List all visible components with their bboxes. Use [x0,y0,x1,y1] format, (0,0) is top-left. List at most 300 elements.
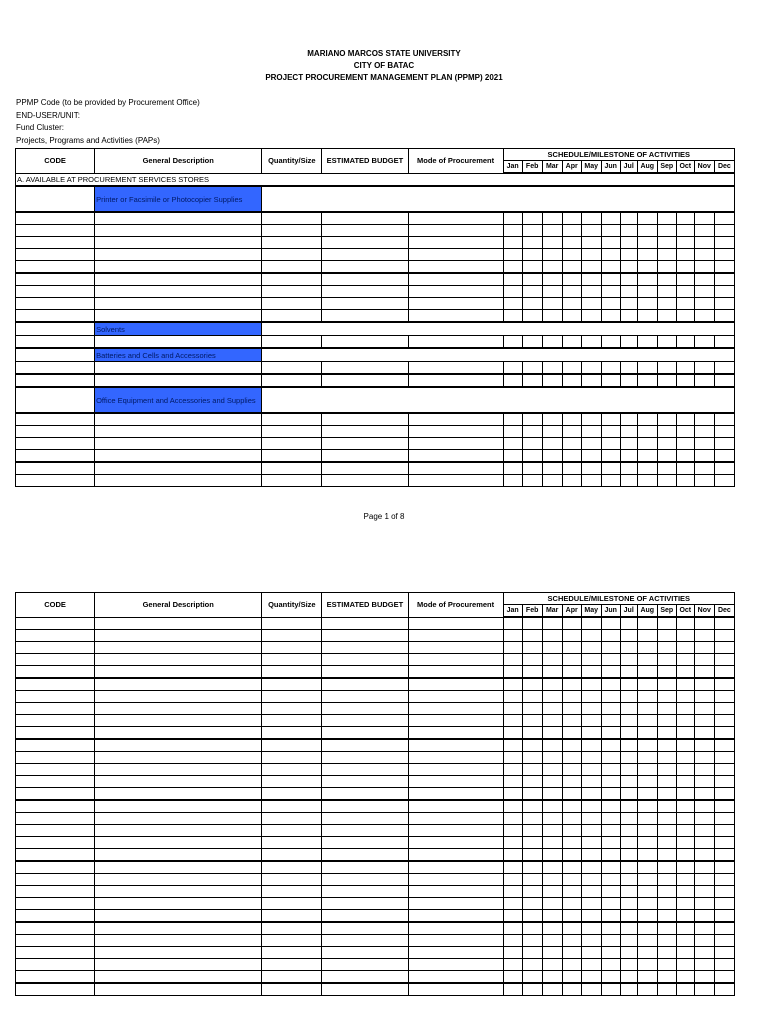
table-cell[interactable] [620,438,637,450]
table-cell[interactable] [503,959,522,971]
table-cell[interactable] [657,237,676,249]
table-cell[interactable] [542,362,562,375]
table-cell[interactable] [408,261,503,274]
table-cell[interactable] [16,298,95,310]
table-cell[interactable] [620,800,637,813]
table-cell[interactable] [714,752,734,764]
table-cell[interactable] [16,739,95,752]
table-cell[interactable] [95,475,262,487]
table-cell[interactable] [581,739,601,752]
table-cell[interactable] [542,764,562,776]
table-cell[interactable] [620,630,637,642]
table-cell[interactable] [637,898,657,910]
table-cell[interactable] [542,825,562,837]
table-cell[interactable] [522,898,542,910]
table-cell[interactable] [676,413,694,426]
table-cell[interactable] [542,752,562,764]
table-cell[interactable] [581,336,601,349]
table-cell[interactable] [694,462,714,475]
table-cell[interactable] [542,727,562,740]
table-cell[interactable] [503,237,522,249]
table-cell[interactable] [657,739,676,752]
table-cell[interactable] [581,273,601,286]
table-cell[interactable] [694,752,714,764]
table-cell[interactable] [676,642,694,654]
table-cell[interactable] [694,273,714,286]
table-cell[interactable] [676,212,694,225]
table-cell[interactable] [542,898,562,910]
table-cell[interactable] [676,971,694,984]
table-cell[interactable] [408,691,503,703]
table-cell[interactable] [522,813,542,825]
table-cell[interactable] [408,886,503,898]
table-cell[interactable] [562,983,581,996]
table-cell[interactable] [542,298,562,310]
table-cell[interactable] [322,935,408,947]
table-cell[interactable] [581,935,601,947]
table-cell[interactable] [408,739,503,752]
table-cell[interactable] [637,261,657,274]
table-cell[interactable] [562,362,581,375]
table-cell[interactable] [601,715,620,727]
table-cell[interactable] [322,715,408,727]
table-cell[interactable] [16,800,95,813]
table-cell[interactable] [620,691,637,703]
table-cell[interactable] [522,886,542,898]
table-cell[interactable] [694,703,714,715]
table-cell[interactable] [322,922,408,935]
table-cell[interactable] [562,450,581,463]
table-cell[interactable] [503,298,522,310]
table-cell[interactable] [581,413,601,426]
table-cell[interactable] [657,438,676,450]
table-cell[interactable] [714,450,734,463]
table-cell[interactable] [522,654,542,666]
table-cell[interactable] [637,837,657,849]
table-cell[interactable] [562,654,581,666]
table-cell[interactable] [322,362,408,375]
table-cell[interactable] [714,703,734,715]
table-cell[interactable] [16,475,95,487]
table-cell[interactable] [637,362,657,375]
table-cell[interactable] [657,727,676,740]
table-cell[interactable] [322,764,408,776]
table-cell[interactable] [637,642,657,654]
table-cell[interactable] [322,861,408,874]
table-cell[interactable] [620,475,637,487]
table-cell[interactable] [714,426,734,438]
table-cell[interactable] [581,654,601,666]
table-cell[interactable] [408,776,503,788]
table-cell[interactable] [408,678,503,691]
table-cell[interactable] [262,776,322,788]
table-cell[interactable] [581,237,601,249]
table-cell[interactable] [322,886,408,898]
table-cell[interactable] [581,666,601,679]
table-cell[interactable] [676,362,694,375]
table-cell[interactable] [657,336,676,349]
table-cell[interactable] [601,630,620,642]
table-cell[interactable] [714,678,734,691]
table-cell[interactable] [542,225,562,237]
table-cell[interactable] [637,849,657,862]
table-cell[interactable] [657,362,676,375]
table-cell[interactable] [601,739,620,752]
table-cell[interactable] [676,286,694,298]
table-cell[interactable] [542,475,562,487]
table-cell[interactable] [503,438,522,450]
table-cell[interactable] [562,837,581,849]
table-cell[interactable] [637,462,657,475]
table-cell[interactable] [601,825,620,837]
table-cell[interactable] [522,462,542,475]
table-cell[interactable] [562,861,581,874]
table-cell[interactable] [322,837,408,849]
table-cell[interactable] [562,874,581,886]
table-cell[interactable] [408,450,503,463]
table-cell[interactable] [694,678,714,691]
table-cell[interactable] [581,715,601,727]
table-cell[interactable] [542,237,562,249]
table-cell[interactable] [408,947,503,959]
table-cell[interactable] [620,286,637,298]
table-cell[interactable] [16,249,95,261]
table-cell[interactable] [676,739,694,752]
table-cell[interactable] [408,837,503,849]
table-cell[interactable] [542,413,562,426]
table-cell[interactable] [542,212,562,225]
table-cell[interactable] [694,788,714,801]
table-cell[interactable] [16,450,95,463]
table-cell[interactable] [637,310,657,323]
table-cell[interactable] [95,225,262,237]
table-cell[interactable] [322,225,408,237]
table-cell[interactable] [503,898,522,910]
table-cell[interactable] [694,813,714,825]
table-cell[interactable] [503,727,522,740]
table-cell[interactable] [620,298,637,310]
table-cell[interactable] [581,922,601,935]
table-cell[interactable] [601,935,620,947]
table-cell[interactable] [562,438,581,450]
table-cell[interactable] [95,237,262,249]
table-cell[interactable] [262,630,322,642]
table-cell[interactable] [657,922,676,935]
table-cell[interactable] [16,186,95,212]
table-cell[interactable] [676,666,694,679]
table-cell[interactable] [262,336,322,349]
table-cell[interactable] [408,286,503,298]
table-cell[interactable] [95,727,262,740]
table-cell[interactable] [637,825,657,837]
table-cell[interactable] [657,249,676,261]
table-cell[interactable] [714,825,734,837]
table-cell[interactable] [601,776,620,788]
table-cell[interactable] [657,874,676,886]
table-cell[interactable] [620,617,637,630]
table-cell[interactable] [694,947,714,959]
table-cell[interactable] [657,273,676,286]
table-cell[interactable] [714,666,734,679]
table-cell[interactable] [542,947,562,959]
table-cell[interactable] [581,286,601,298]
table-cell[interactable] [262,703,322,715]
table-cell[interactable] [562,715,581,727]
table-cell[interactable] [408,788,503,801]
table-cell[interactable] [95,617,262,630]
table-cell[interactable] [408,910,503,923]
table-cell[interactable] [676,800,694,813]
table-cell[interactable] [657,462,676,475]
table-cell[interactable] [620,825,637,837]
table-cell[interactable] [581,426,601,438]
table-cell[interactable] [637,727,657,740]
table-cell[interactable] [16,374,95,387]
table-cell[interactable] [542,739,562,752]
table-cell[interactable] [322,898,408,910]
table-cell[interactable] [262,874,322,886]
table-cell[interactable] [95,886,262,898]
table-cell[interactable] [657,703,676,715]
table-cell[interactable] [657,947,676,959]
table-cell[interactable] [522,666,542,679]
table-cell[interactable] [676,450,694,463]
table-cell[interactable] [694,249,714,261]
table-cell[interactable] [694,212,714,225]
table-cell[interactable] [95,764,262,776]
table-cell[interactable] [562,886,581,898]
table-cell[interactable] [657,617,676,630]
table-cell[interactable] [522,983,542,996]
table-cell[interactable] [408,703,503,715]
table-cell[interactable] [714,800,734,813]
table-cell[interactable] [95,971,262,984]
table-cell[interactable] [637,475,657,487]
table-cell[interactable] [562,666,581,679]
table-cell[interactable] [581,475,601,487]
table-cell[interactable] [676,752,694,764]
table-cell[interactable] [542,813,562,825]
table-cell[interactable] [95,800,262,813]
table-cell[interactable] [637,800,657,813]
table-cell[interactable] [620,861,637,874]
table-cell[interactable] [322,237,408,249]
table-cell[interactable] [522,739,542,752]
table-cell[interactable] [503,225,522,237]
table-cell[interactable] [16,971,95,984]
table-cell[interactable] [676,910,694,923]
table-cell[interactable] [262,922,322,935]
table-cell[interactable] [322,752,408,764]
table-cell[interactable] [714,922,734,935]
table-cell[interactable] [262,678,322,691]
table-cell[interactable] [322,727,408,740]
table-cell[interactable] [657,959,676,971]
table-cell[interactable] [408,654,503,666]
table-cell[interactable] [322,825,408,837]
table-cell[interactable] [694,849,714,862]
table-cell[interactable] [676,983,694,996]
table-cell[interactable] [16,813,95,825]
table-cell[interactable] [95,678,262,691]
table-cell[interactable] [581,450,601,463]
table-cell[interactable] [408,861,503,874]
table-cell[interactable] [16,776,95,788]
table-cell[interactable] [262,715,322,727]
table-cell[interactable] [601,249,620,261]
table-cell[interactable] [522,286,542,298]
table-cell[interactable] [676,764,694,776]
table-cell[interactable] [562,727,581,740]
table-cell[interactable] [637,450,657,463]
table-cell[interactable] [16,642,95,654]
table-cell[interactable] [581,298,601,310]
table-cell[interactable] [637,426,657,438]
table-cell[interactable] [657,752,676,764]
table-cell[interactable] [503,825,522,837]
table-cell[interactable] [95,874,262,886]
table-cell[interactable] [581,642,601,654]
table-cell[interactable] [676,715,694,727]
table-cell[interactable] [503,654,522,666]
table-cell[interactable] [503,212,522,225]
table-cell[interactable] [620,788,637,801]
table-cell[interactable] [657,837,676,849]
table-cell[interactable] [522,715,542,727]
table-cell[interactable] [522,959,542,971]
table-cell[interactable] [562,630,581,642]
table-cell[interactable] [620,971,637,984]
table-cell[interactable] [95,715,262,727]
table-cell[interactable] [262,935,322,947]
table-cell[interactable] [581,776,601,788]
table-cell[interactable] [694,374,714,387]
table-cell[interactable] [522,450,542,463]
table-cell[interactable] [503,630,522,642]
table-cell[interactable] [95,959,262,971]
table-cell[interactable] [676,947,694,959]
table-cell[interactable] [676,678,694,691]
table-cell[interactable] [503,286,522,298]
table-cell[interactable] [16,261,95,274]
table-cell[interactable] [714,715,734,727]
table-cell[interactable] [408,362,503,375]
table-cell[interactable] [657,788,676,801]
table-cell[interactable] [581,374,601,387]
table-cell[interactable] [262,374,322,387]
table-cell[interactable] [95,935,262,947]
table-cell[interactable] [16,348,95,362]
table-cell[interactable] [16,336,95,349]
table-cell[interactable] [637,212,657,225]
table-cell[interactable] [581,764,601,776]
table-cell[interactable] [601,298,620,310]
table-cell[interactable] [408,374,503,387]
table-cell[interactable] [522,249,542,261]
table-cell[interactable] [657,935,676,947]
table-cell[interactable] [714,971,734,984]
table-cell[interactable] [16,237,95,249]
table-cell[interactable] [262,362,322,375]
table-cell[interactable] [262,426,322,438]
table-cell[interactable] [95,703,262,715]
table-cell[interactable] [95,947,262,959]
table-cell[interactable] [601,800,620,813]
table-cell[interactable] [322,261,408,274]
table-cell[interactable] [262,249,322,261]
table-cell[interactable] [503,922,522,935]
table-cell[interactable] [676,654,694,666]
table-cell[interactable] [601,237,620,249]
table-cell[interactable] [95,426,262,438]
table-cell[interactable] [676,261,694,274]
table-cell[interactable] [408,630,503,642]
table-cell[interactable] [676,374,694,387]
table-cell[interactable] [562,642,581,654]
table-cell[interactable] [714,764,734,776]
table-cell[interactable] [95,273,262,286]
table-cell[interactable] [542,310,562,323]
table-cell[interactable] [16,310,95,323]
table-cell[interactable] [542,630,562,642]
table-cell[interactable] [581,861,601,874]
table-cell[interactable] [408,752,503,764]
table-cell[interactable] [262,413,322,426]
table-cell[interactable] [637,703,657,715]
table-cell[interactable] [95,739,262,752]
table-cell[interactable] [408,666,503,679]
table-cell[interactable] [262,642,322,654]
table-cell[interactable] [694,691,714,703]
table-cell[interactable] [581,983,601,996]
table-cell[interactable] [714,374,734,387]
table-cell[interactable] [522,678,542,691]
table-cell[interactable] [657,374,676,387]
table-cell[interactable] [95,910,262,923]
table-cell[interactable] [562,298,581,310]
table-cell[interactable] [601,971,620,984]
table-cell[interactable] [714,935,734,947]
table-cell[interactable] [542,691,562,703]
table-cell[interactable] [562,261,581,274]
table-cell[interactable] [714,462,734,475]
table-cell[interactable] [637,298,657,310]
table-cell[interactable] [694,450,714,463]
table-cell[interactable] [657,642,676,654]
table-cell[interactable] [408,310,503,323]
table-cell[interactable] [620,727,637,740]
table-cell[interactable] [714,261,734,274]
table-cell[interactable] [620,849,637,862]
table-cell[interactable] [95,362,262,375]
table-cell[interactable] [262,298,322,310]
table-cell[interactable] [694,475,714,487]
table-cell[interactable] [542,788,562,801]
table-cell[interactable] [714,273,734,286]
table-cell[interactable] [676,225,694,237]
table-cell[interactable] [16,691,95,703]
table-cell[interactable] [601,874,620,886]
table-cell[interactable] [95,286,262,298]
table-cell[interactable] [408,617,503,630]
table-cell[interactable] [601,947,620,959]
table-cell[interactable] [637,273,657,286]
table-cell[interactable] [262,225,322,237]
table-cell[interactable] [16,935,95,947]
table-cell[interactable] [322,426,408,438]
table-cell[interactable] [601,212,620,225]
table-cell[interactable] [562,617,581,630]
